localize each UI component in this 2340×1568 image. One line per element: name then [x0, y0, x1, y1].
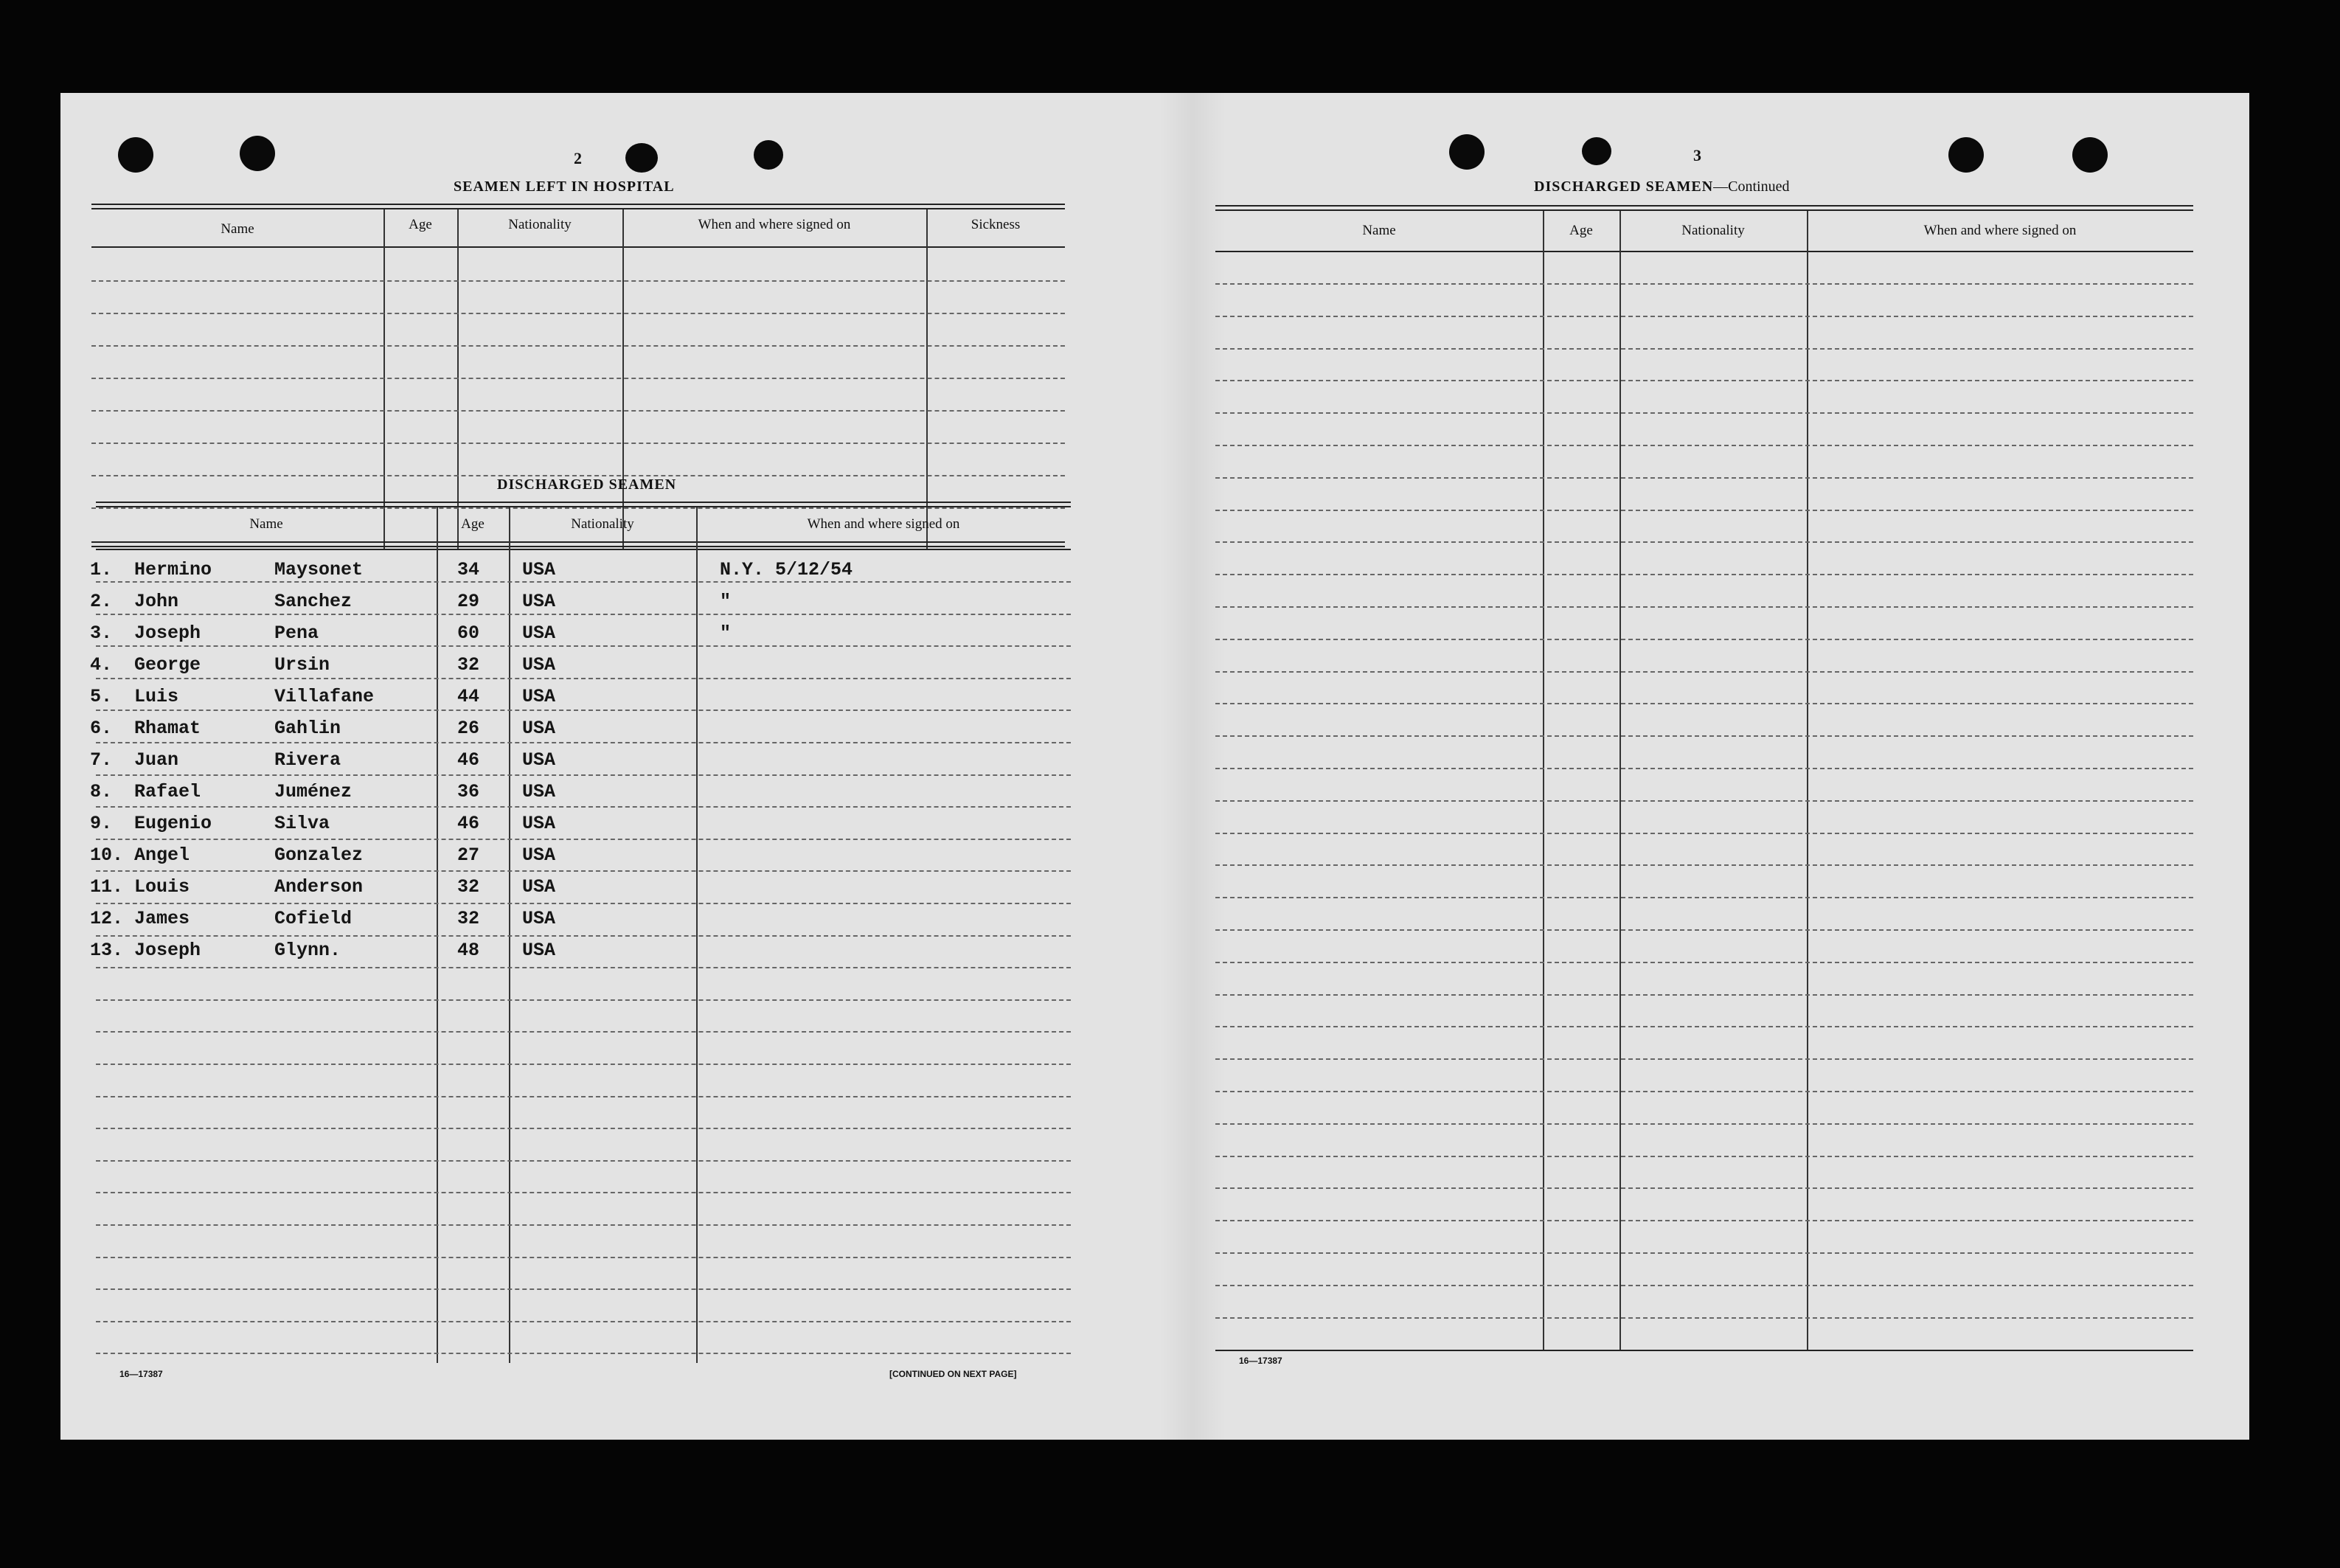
- row-number: 4.: [90, 654, 113, 676]
- seaman-age: 34: [457, 559, 480, 580]
- punch-hole: [1582, 137, 1611, 165]
- row-number: 1.: [90, 559, 113, 580]
- table-row: [90, 872, 1071, 903]
- hospital-col-signed-on: When and where signed on: [698, 217, 851, 232]
- row-line: [1215, 316, 2193, 317]
- row-line: [1215, 994, 2193, 996]
- seaman-first-name: Eugenio: [134, 813, 212, 834]
- discharged-col-age: Age: [461, 516, 485, 532]
- seaman-first-name: Joseph: [134, 940, 201, 961]
- seaman-first-name: Joseph: [134, 622, 201, 644]
- seaman-first-name: John: [134, 591, 179, 612]
- row-line: [96, 1192, 1071, 1193]
- table-row: [90, 745, 1071, 776]
- row-line: [1215, 1123, 2193, 1125]
- table-row: [90, 808, 1071, 839]
- row-line: [96, 1224, 1071, 1226]
- seaman-last-name: Sanchez: [274, 591, 353, 612]
- seaman-nationality: USA: [522, 718, 556, 739]
- form-number-left: 16—17387: [119, 1369, 163, 1379]
- row-line: [96, 999, 1071, 1001]
- right-col-name: Name: [1362, 223, 1396, 238]
- right-section-title: [1534, 178, 1790, 195]
- row-number: 5.: [90, 686, 113, 707]
- row-line: [96, 1128, 1071, 1129]
- seaman-age: 60: [457, 622, 480, 644]
- page-number-right: 3: [1693, 146, 1701, 164]
- seaman-first-name: James: [134, 908, 190, 929]
- seaman-last-name: Glynn.: [274, 940, 341, 961]
- continued-note: [CONTINUED ON NEXT PAGE]: [889, 1369, 1017, 1379]
- seaman-first-name: Louis: [134, 876, 190, 898]
- row-line: [1215, 962, 2193, 963]
- row-line: [1215, 1220, 2193, 1221]
- table-row: [90, 555, 1071, 586]
- seaman-nationality: USA: [522, 844, 556, 866]
- seaman-first-name: Luis: [134, 686, 179, 707]
- page-number-left: 2: [574, 149, 582, 167]
- hospital-col-age: Age: [409, 217, 432, 232]
- hospital-col-name: Name: [221, 221, 254, 237]
- seaman-first-name: Rhamat: [134, 718, 201, 739]
- discharged-table: [90, 502, 1071, 1363]
- row-number: 13.: [90, 940, 124, 961]
- row-line: [1215, 606, 2193, 608]
- right-col-age: Age: [1569, 223, 1593, 238]
- right-col-nationality: Nationality: [1681, 223, 1745, 238]
- row-line: [1215, 897, 2193, 898]
- right-title-suffix: —Continued: [1713, 178, 1790, 195]
- seaman-nationality: USA: [522, 622, 556, 644]
- table-row: [90, 935, 1071, 966]
- row-line: [96, 1160, 1071, 1162]
- row-line: [96, 1064, 1071, 1065]
- row-line: [1215, 639, 2193, 640]
- table-row: [90, 681, 1071, 712]
- row-line: [96, 1288, 1071, 1290]
- seaman-age: 29: [457, 591, 480, 612]
- seaman-age: 46: [457, 749, 480, 771]
- row-line: [1215, 477, 2193, 479]
- seaman-age: 32: [457, 654, 480, 676]
- seaman-nationality: USA: [522, 940, 556, 961]
- seaman-first-name: George: [134, 654, 201, 676]
- row-line: [1215, 412, 2193, 414]
- row-number: 2.: [90, 591, 113, 612]
- seaman-last-name: Villafane: [274, 686, 375, 707]
- seaman-last-name: Pena: [274, 622, 319, 644]
- table-row: [90, 840, 1071, 871]
- row-line: [1215, 768, 2193, 769]
- seaman-first-name: Angel: [134, 844, 190, 866]
- seaman-last-name: Anderson: [274, 876, 364, 898]
- table-row: [90, 618, 1071, 649]
- row-number: 3.: [90, 622, 113, 644]
- row-line: [1215, 380, 2193, 381]
- hospital-col-nationality: Nationality: [508, 217, 572, 232]
- row-line: [1215, 1187, 2193, 1189]
- row-line: [1215, 1317, 2193, 1319]
- punch-hole: [1449, 134, 1485, 170]
- discharged-col-nationality: Nationality: [571, 516, 634, 532]
- seaman-age: 36: [457, 781, 480, 802]
- punch-hole: [2072, 137, 2108, 173]
- seaman-nationality: USA: [522, 749, 556, 771]
- row-line: [1215, 445, 2193, 446]
- row-line: [1215, 1091, 2193, 1092]
- row-line: [1215, 1026, 2193, 1027]
- punch-hole: [754, 140, 783, 170]
- right-col-signed-on: When and where signed on: [1923, 223, 2077, 238]
- hospital-table: [91, 204, 1065, 549]
- row-line: [96, 1096, 1071, 1097]
- discharged-section-title: DISCHARGED SEAMEN: [497, 476, 677, 493]
- seaman-age: 32: [457, 876, 480, 898]
- discharged-col-name: Name: [249, 516, 283, 532]
- seaman-nationality: USA: [522, 908, 556, 929]
- seaman-nationality: USA: [522, 813, 556, 834]
- seaman-nationality: USA: [522, 559, 556, 580]
- seaman-last-name: Gahlin: [274, 718, 341, 739]
- table-row: [90, 650, 1071, 681]
- row-line: [1215, 283, 2193, 285]
- form-number-right: 16—17387: [1239, 1356, 1282, 1366]
- row-line: [1215, 510, 2193, 511]
- seaman-first-name: Juan: [134, 749, 179, 771]
- row-line: [1215, 735, 2193, 737]
- manifest-sheet: [60, 93, 2249, 1440]
- row-number: 10.: [90, 844, 124, 866]
- punch-hole: [1948, 137, 1984, 173]
- seaman-age: 44: [457, 686, 480, 707]
- row-number: 6.: [90, 718, 113, 739]
- row-line: [96, 1321, 1071, 1322]
- seaman-age: 26: [457, 718, 480, 739]
- seaman-signed-on: ": [720, 591, 732, 612]
- row-line: [1215, 864, 2193, 866]
- right-title-main: DISCHARGED SEAMEN: [1534, 178, 1714, 195]
- row-line: [1215, 1285, 2193, 1286]
- punch-hole: [118, 137, 153, 173]
- seaman-last-name: Rivera: [274, 749, 341, 771]
- seaman-nationality: USA: [522, 654, 556, 676]
- row-line: [1215, 1156, 2193, 1157]
- discharged-continued-table: [1215, 205, 2193, 1356]
- seaman-age: 27: [457, 844, 480, 866]
- seaman-nationality: USA: [522, 686, 556, 707]
- row-line: [96, 1257, 1071, 1258]
- seaman-first-name: Rafael: [134, 781, 201, 802]
- seaman-age: 32: [457, 908, 480, 929]
- row-number: 8.: [90, 781, 113, 802]
- row-line: [96, 1031, 1071, 1033]
- seaman-nationality: USA: [522, 876, 556, 898]
- seaman-last-name: Gonzalez: [274, 844, 364, 866]
- row-line: [1215, 929, 2193, 931]
- row-line: [1215, 1252, 2193, 1254]
- row-line: [1215, 541, 2193, 543]
- row-line: [96, 967, 1071, 968]
- hospital-section-title: SEAMEN LEFT IN HOSPITAL: [454, 178, 675, 195]
- row-line: [1215, 703, 2193, 704]
- discharged-col-signed-on: When and where signed on: [807, 516, 960, 532]
- row-number: 9.: [90, 813, 113, 834]
- table-row: [90, 713, 1071, 744]
- row-number: 11.: [90, 876, 124, 898]
- row-line: [1215, 1058, 2193, 1060]
- row-line: [1215, 348, 2193, 350]
- seaman-last-name: Juménez: [274, 781, 353, 802]
- row-line: [1215, 574, 2193, 575]
- seaman-last-name: Ursin: [274, 654, 330, 676]
- seaman-last-name: Cofield: [274, 908, 353, 929]
- row-line: [1215, 671, 2193, 673]
- punch-hole: [240, 136, 275, 171]
- table-row: [90, 586, 1071, 617]
- row-line: [1215, 833, 2193, 834]
- seaman-signed-on: N.Y. 5/12/54: [720, 559, 853, 580]
- table-row: [90, 903, 1071, 934]
- seaman-nationality: USA: [522, 591, 556, 612]
- seaman-age: 46: [457, 813, 480, 834]
- row-number: 7.: [90, 749, 113, 771]
- seaman-last-name: Maysonet: [274, 559, 364, 580]
- seaman-signed-on: ": [720, 622, 732, 644]
- seaman-last-name: Silva: [274, 813, 330, 834]
- row-line: [96, 1353, 1071, 1354]
- row-line: [1215, 800, 2193, 802]
- seaman-first-name: Hermino: [134, 559, 212, 580]
- table-row: [90, 777, 1071, 808]
- row-number: 12.: [90, 908, 124, 929]
- punch-hole: [625, 143, 658, 173]
- seaman-nationality: USA: [522, 781, 556, 802]
- seaman-age: 48: [457, 940, 480, 961]
- hospital-col-sickness: Sickness: [971, 217, 1021, 232]
